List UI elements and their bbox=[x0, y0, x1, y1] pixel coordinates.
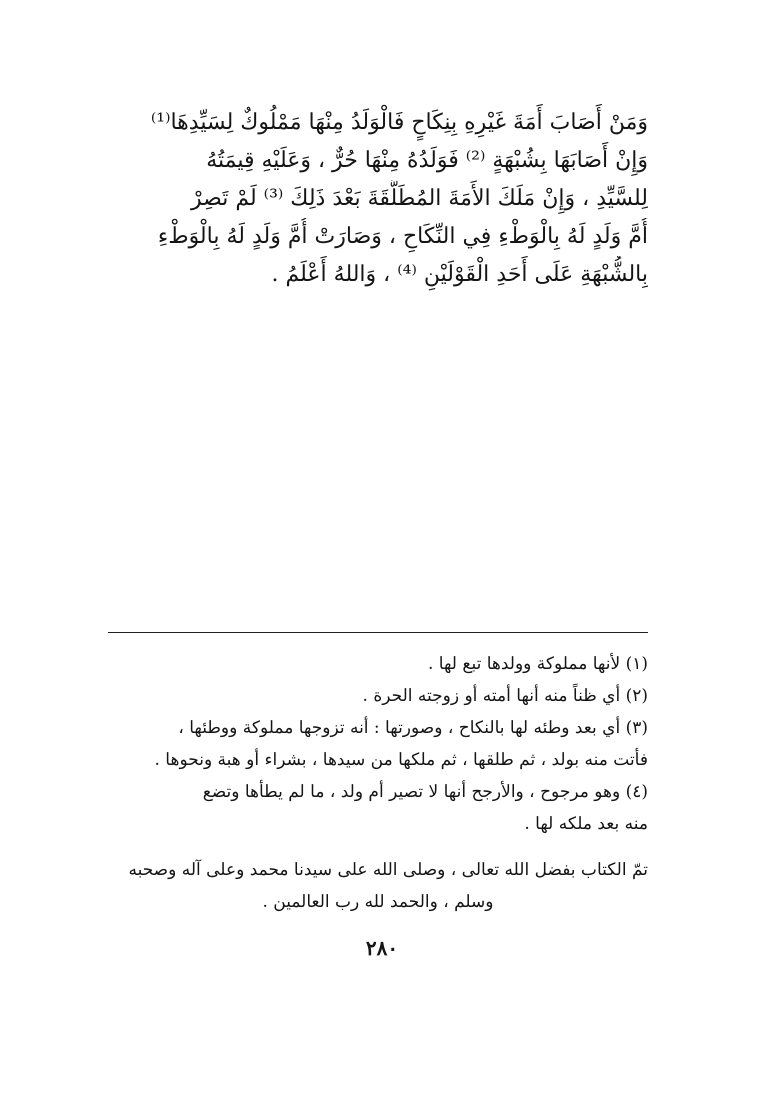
footnote-line: (٣) أي بعد وطئه لها بالنكاح ، وصورتها : أنه تزوجها مملوكة ووطئها ، bbox=[178, 718, 648, 738]
footnote-3 bbox=[108, 712, 648, 776]
main-text-line: لِلسَّيِّدِ ، وَإِنْ مَلَكَ الأَمَةَ المُطَلَّقَةَ بَعْدَ ذَلِكَ ⁽³⁾ لَمْ تَصِرْ bbox=[190, 186, 648, 211]
footnote-line: (٢) أي ظناً منه أنها أمته أو زوجته الحرة . bbox=[362, 686, 648, 706]
colophon bbox=[108, 854, 648, 918]
footnote-divider bbox=[108, 632, 648, 633]
main-text-block bbox=[108, 104, 648, 294]
footnote-line: منه بعد ملكه لها . bbox=[524, 814, 648, 834]
footnote-4 bbox=[108, 776, 648, 840]
main-text-line: أُمَّ وَلَدٍ لَهُ بِالْوَطْءِ فِي النِّكَاحِ ، وَصَارَتْ أُمَّ وَلَدٍ لَهُ بِالْوَطْءِ bbox=[157, 224, 648, 249]
footnote-1 bbox=[108, 648, 648, 680]
footnote-2 bbox=[108, 680, 648, 712]
colophon-line: وسلم ، والحمد لله رب العالمين . bbox=[262, 892, 494, 912]
footnote-line: فأتت منه بولد ، ثم طلقها ، ثم ملكها من سيدها ، بشراء أو هبة ونحوها . bbox=[154, 750, 648, 770]
footnotes-block bbox=[108, 648, 648, 840]
footnote-line: (١) لأنها مملوكة وولدها تبع لها . bbox=[427, 654, 648, 674]
footnote-line: (٤) وهو مرجوح ، والأرجح أنها لا تصير أم ولد ، ما لم يطأها وتضع bbox=[202, 782, 648, 802]
page-number: ٢٨٠ bbox=[365, 936, 399, 960]
main-text-line: وَمَنْ أَصَابَ أَمَةَ غَيْرِهِ بِنِكَاحٍ فَالْوَلَدُ مِنْهَا مَمْلُوكٌ لِسَيِّدِهَا⁽¹⁾ bbox=[150, 110, 648, 135]
colophon-line: تمّ الكتاب بفضل الله تعالى ، وصلى الله على سيدنا محمد وعلى آله وصحبه bbox=[128, 860, 648, 880]
main-text-line: بِالشُّبْهَةِ عَلَى أَحَدِ الْقَوْلَيْنِ ⁽⁴⁾ ، وَاللهُ أَعْلَمُ . bbox=[271, 262, 648, 287]
main-text-line: وَإِنْ أَصَابَهَا بِشُبْهَةٍ ⁽²⁾ فَوَلَدُهُ مِنْهَا حُرٌّ ، وَعَلَيْهِ قِيمَتُهُ bbox=[206, 148, 648, 173]
